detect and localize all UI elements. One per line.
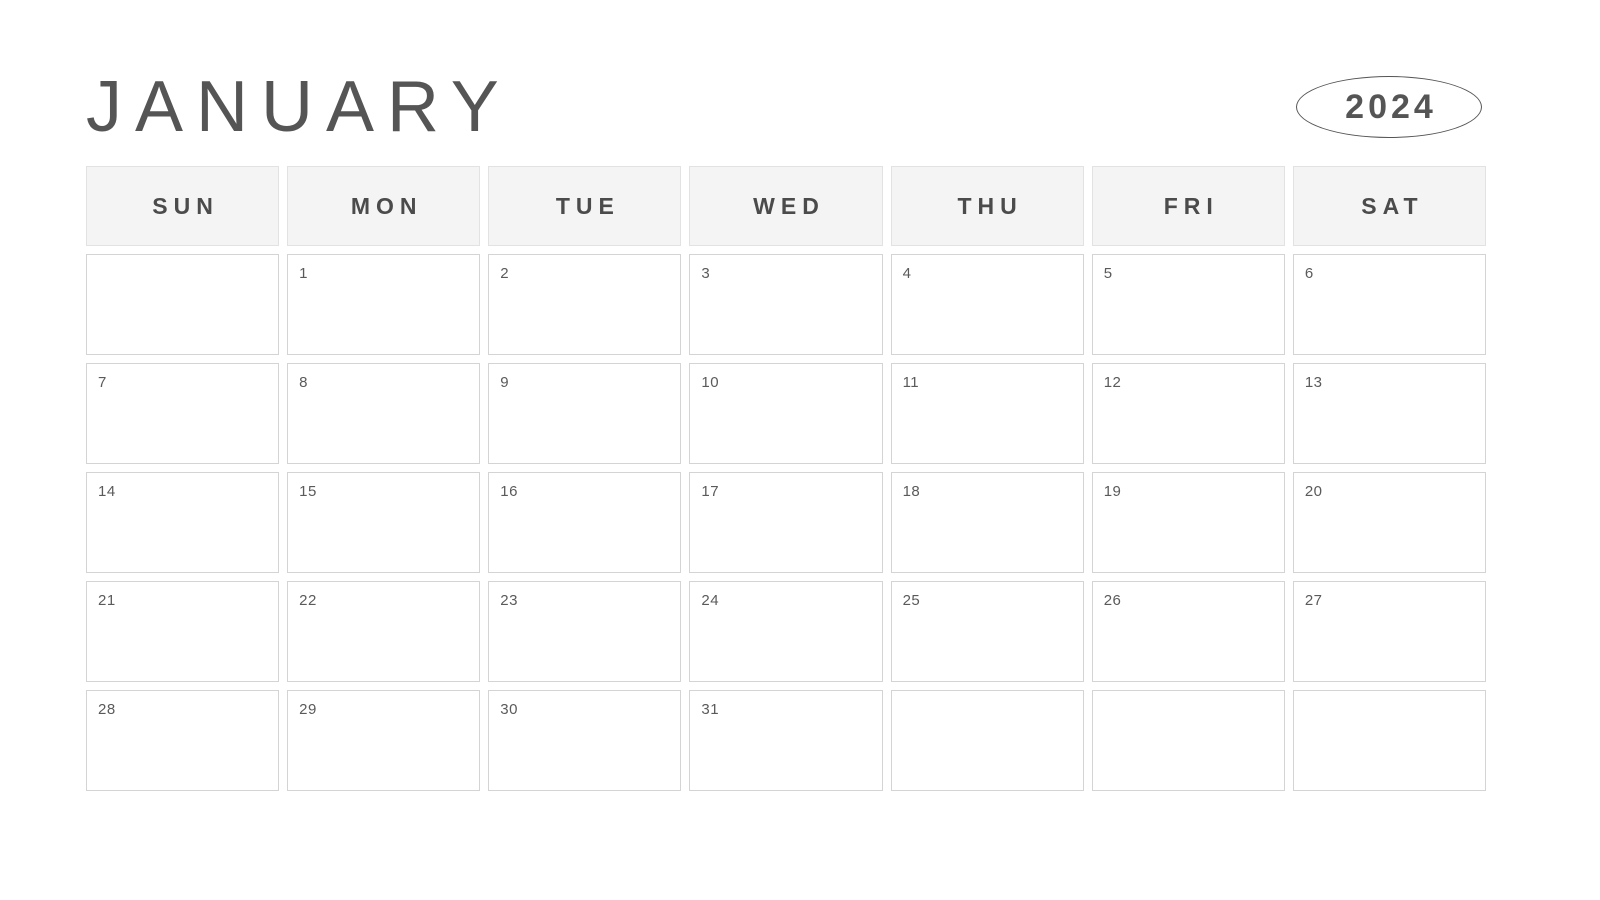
day-cell[interactable] xyxy=(488,254,681,355)
year-label: 2024 xyxy=(1345,87,1437,126)
day-number: 9 xyxy=(500,374,510,391)
day-cell[interactable] xyxy=(1293,363,1486,464)
weekday-label: TUE xyxy=(555,192,620,219)
day-number: 6 xyxy=(1304,265,1314,282)
weekday-header-tue xyxy=(488,166,681,246)
page-title: JANUARY xyxy=(86,67,512,147)
day-cell[interactable] xyxy=(891,254,1084,355)
day-cell[interactable] xyxy=(1293,690,1486,791)
calendar-grid xyxy=(86,166,1486,791)
day-number: 4 xyxy=(902,265,912,282)
day-number: 21 xyxy=(98,592,116,609)
day-cell[interactable] xyxy=(488,690,681,791)
day-cell[interactable] xyxy=(1092,690,1285,791)
weekday-header-wed xyxy=(689,166,882,246)
day-number: 30 xyxy=(500,701,518,718)
weekday-header-mon xyxy=(287,166,480,246)
calendar-header xyxy=(86,62,1486,152)
year-badge xyxy=(1296,76,1482,138)
weekday-label: FRI xyxy=(1163,192,1219,219)
day-cell[interactable] xyxy=(287,363,480,464)
weekday-label: SAT xyxy=(1361,192,1424,219)
day-number: 22 xyxy=(299,592,317,609)
day-number: 15 xyxy=(299,483,317,500)
weekday-header-fri xyxy=(1092,166,1285,246)
weekday-label: MON xyxy=(350,192,423,219)
day-number: 17 xyxy=(701,483,720,500)
day-cell[interactable] xyxy=(1293,581,1486,682)
day-number: 23 xyxy=(500,592,518,609)
day-cell[interactable] xyxy=(488,472,681,573)
day-number: 7 xyxy=(98,374,107,391)
day-number: 14 xyxy=(98,483,116,500)
day-cell[interactable] xyxy=(287,581,480,682)
day-number: 28 xyxy=(98,701,116,718)
day-number: 12 xyxy=(1103,374,1122,391)
day-number: 13 xyxy=(1304,374,1323,391)
day-cell[interactable] xyxy=(891,363,1084,464)
day-cell[interactable] xyxy=(488,581,681,682)
day-cell[interactable] xyxy=(1293,472,1486,573)
day-cell[interactable] xyxy=(689,472,882,573)
day-cell[interactable] xyxy=(689,363,882,464)
day-cell[interactable] xyxy=(1293,254,1486,355)
day-number: 2 xyxy=(500,265,510,282)
day-number: 24 xyxy=(701,592,720,609)
day-cell[interactable] xyxy=(689,254,882,355)
weekday-header-thu xyxy=(891,166,1084,246)
day-number: 1 xyxy=(299,265,308,282)
weekday-label: THU xyxy=(957,192,1023,219)
day-cell[interactable] xyxy=(86,690,279,791)
day-cell[interactable] xyxy=(891,472,1084,573)
day-cell[interactable] xyxy=(1092,363,1285,464)
day-cell[interactable] xyxy=(891,581,1084,682)
day-cell[interactable] xyxy=(86,254,279,355)
day-number: 25 xyxy=(902,592,921,609)
day-number: 19 xyxy=(1103,483,1122,500)
day-cell[interactable] xyxy=(1092,472,1285,573)
day-number: 27 xyxy=(1304,592,1323,609)
day-cell[interactable] xyxy=(287,472,480,573)
day-cell[interactable] xyxy=(287,690,480,791)
weekday-label: WED xyxy=(753,192,825,219)
weekday-header-sat xyxy=(1293,166,1486,246)
day-number: 11 xyxy=(902,374,920,391)
day-cell[interactable] xyxy=(891,690,1084,791)
day-number: 29 xyxy=(299,701,317,718)
day-number: 26 xyxy=(1103,592,1122,609)
day-cell[interactable] xyxy=(287,254,480,355)
day-cell[interactable] xyxy=(86,363,279,464)
day-number: 18 xyxy=(902,483,921,500)
weekday-label: SUN xyxy=(152,192,219,219)
day-cell[interactable] xyxy=(1092,254,1285,355)
day-cell[interactable] xyxy=(86,472,279,573)
day-cell[interactable] xyxy=(689,581,882,682)
day-number: 10 xyxy=(701,374,720,391)
day-number: 8 xyxy=(299,374,308,391)
day-cell[interactable] xyxy=(86,581,279,682)
weekday-header-sun xyxy=(86,166,279,246)
day-number: 5 xyxy=(1103,265,1113,282)
day-cell[interactable] xyxy=(488,363,681,464)
day-cell[interactable] xyxy=(689,690,882,791)
day-cell[interactable] xyxy=(1092,581,1285,682)
day-number: 3 xyxy=(701,265,711,282)
day-number: 31 xyxy=(701,701,720,718)
day-number: 16 xyxy=(500,483,518,500)
day-number: 20 xyxy=(1304,483,1323,500)
